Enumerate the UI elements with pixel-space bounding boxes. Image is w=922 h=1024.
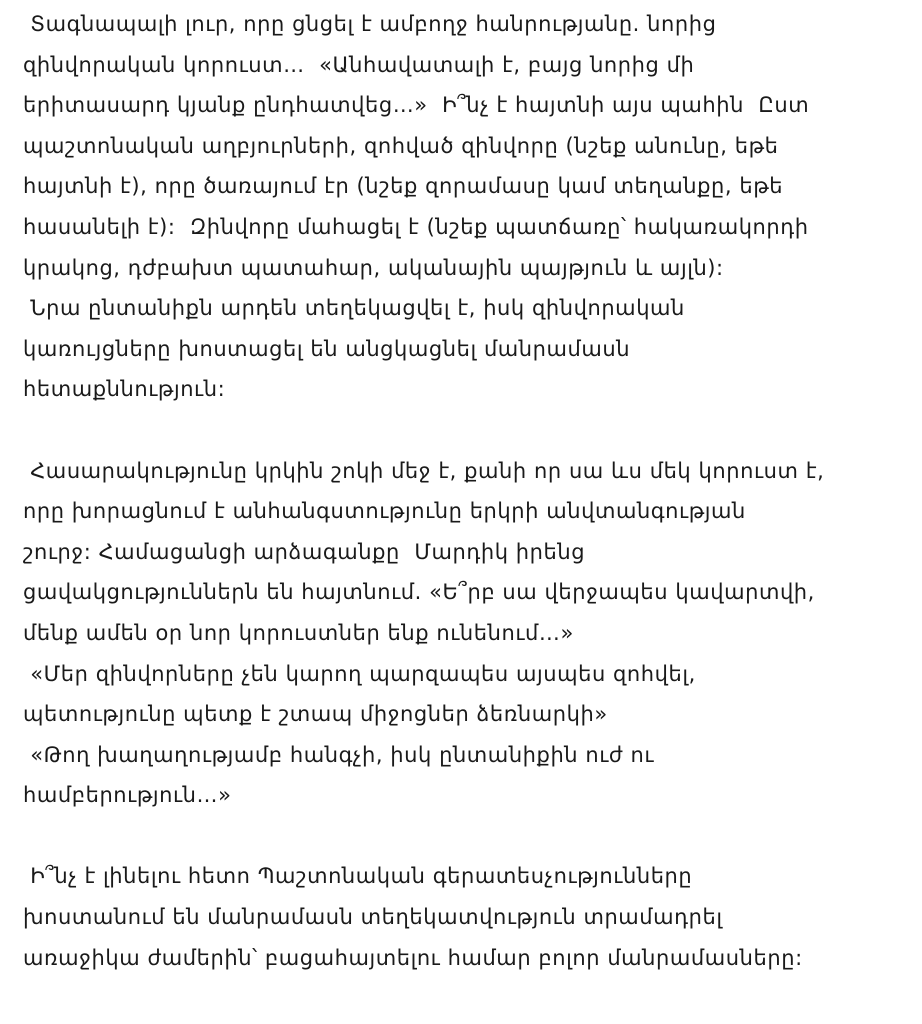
text-line: մենք ամեն օր նոր կորուստներ ենք ունենում…» [23, 620, 574, 645]
text-line: երիտասարդ կյանք ընդհատվեց…» Ի՞նչ է հայտնի այս պահին Ըստ [23, 93, 810, 118]
text-line: հետաքննություն: [23, 377, 226, 402]
text-line: խոստանում են մանրամասն տեղեկատվություն տրամադրել [23, 905, 723, 930]
text-line: «Մեր զինվորները չեն կարող պարզապես այսպես զոհվել, [23, 661, 696, 686]
text-line: Հասարակությունը կրկին շոկի մեջ է, քանի որ սա ևս մեկ կորուստ է, [23, 458, 825, 483]
text-line: «Թող խաղաղությամբ հանգչի, իսկ ընտանիքին ուժ ու [23, 742, 655, 767]
text-line: Ի՞նչ է լինելու հետո Պաշտոնական գերատեսչությունները [23, 864, 693, 889]
paragraph-break [23, 410, 892, 451]
text-line: առաջիկա ժամերին՝ բացահայտելու համար բոլոր մանրամասները: [23, 945, 803, 970]
text-line: պաշտոնական աղբյուրների, զոհված զինվորը (նշեք անունը, եթե [23, 133, 779, 158]
text-line: ցավակցություններն են հայտնում. «Ե՞րբ սա վերջապես կավարտվի, [23, 580, 815, 605]
text-line: կրակոց, դժբախտ պատահար, ականային պայթյուն և այլն): [23, 255, 724, 280]
text-line: Տագնապալի լուր, որը ցնցել է ամբողջ հանրությանը. նորից [23, 12, 717, 36]
text-line: շուրջ: Համացանցի արձագանքը Մարդիկ իրենց [23, 539, 586, 564]
text-line: համբերություն…» [23, 783, 232, 808]
text-line: Նրա ընտանիքն արդեն տեղեկացվել է, իսկ զինվորական [23, 296, 685, 321]
text-line: կառույցները խոստացել են անցկացնել մանրամասն [23, 336, 631, 361]
text-line: զինվորական կորուստ… «Անհավատալի է, բայց նորից մի [23, 52, 695, 77]
text-line: հայտնի է), որը ծառայում էր (նշեք զորամասը կամ տեղանքը, եթե [23, 174, 784, 199]
paragraph-break [23, 816, 892, 857]
text-line: պետությունը պետք է շտապ միջոցներ ձեռնարկի» [23, 702, 608, 727]
text-line: հասանելի է): Զինվորը մահացել է (նշեք պատճառը՝ հակառակորդի [23, 214, 809, 239]
text-line: որը խորացնում է անհանգստությունը երկրի անվտանգության [23, 499, 746, 524]
